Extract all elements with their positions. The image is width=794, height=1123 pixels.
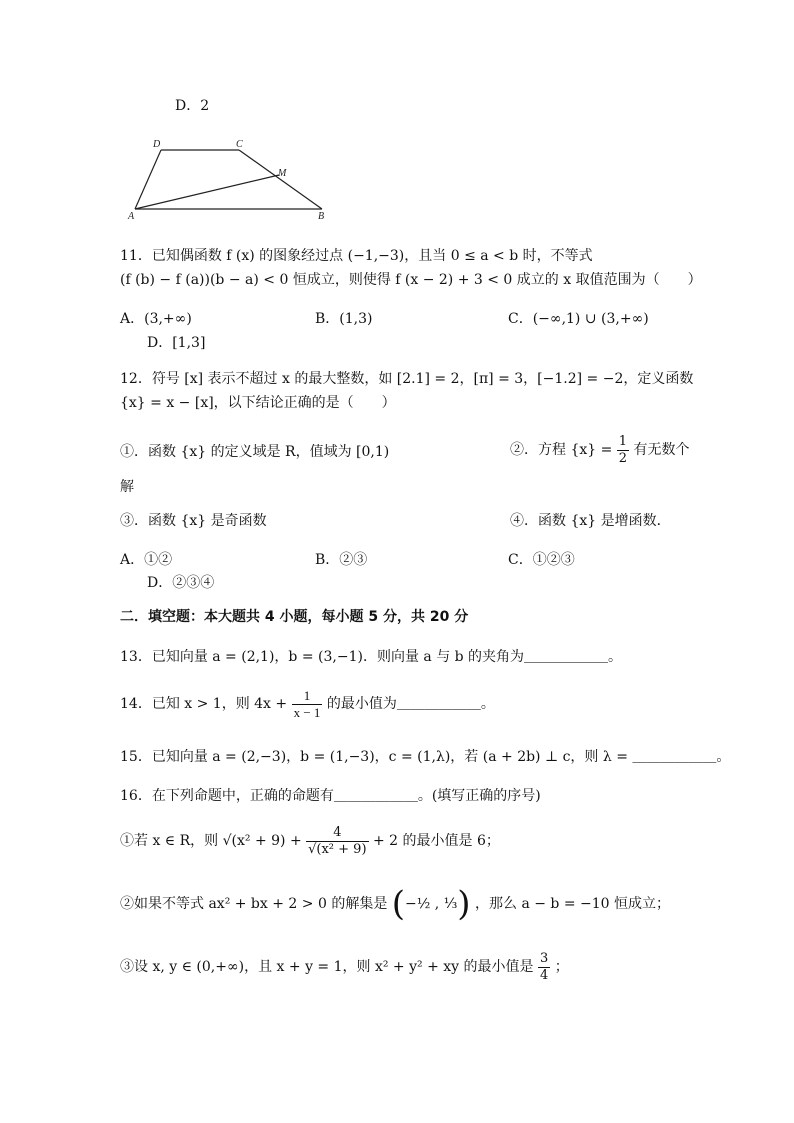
q12-option-d: D．②③④: [147, 575, 215, 591]
q14-post: 的最小值为＿＿＿＿＿＿。: [326, 696, 495, 712]
q16-p3-pre: ③设 x, y ∈ (0,+∞)，且 x + y = 1，则 x² + y² + xy 的最小值是: [120, 959, 534, 975]
q12-s2-fraction: [617, 434, 629, 467]
q12-s2-num: 1: [618, 433, 628, 449]
q16-p1-den: √(x² + 9): [308, 841, 367, 857]
q16-p3-post: ；: [554, 959, 569, 975]
q12-option-a: A．①②: [120, 552, 173, 568]
q11-option-a: A．(3,+∞): [120, 311, 192, 327]
section-2-title: 二．填空题：本大题共 4 小题，每小题 5 分，共 20 分: [120, 609, 469, 625]
q12-statement-3: ③．函数 {x} 是奇函数: [120, 513, 267, 529]
q12-s2-pre: ②．方程 {x} =: [510, 442, 613, 458]
q16-text: 16．在下列命题中，正确的命题有＿＿＿＿＿＿。(填写正确的序号): [120, 788, 541, 804]
q12-stem-line2: {x} = x − [x]，以下结论正确的是（ ）: [120, 395, 396, 411]
q16-p1-pre: ①若 x ∈ R，则 √(x² + 9) +: [120, 833, 302, 849]
q16-p1-num: 4: [306, 825, 368, 842]
q14-fraction: [292, 688, 323, 721]
edge-ad: [135, 150, 161, 209]
q16-p1-post: + 2 的最小值是 6；: [372, 833, 500, 849]
q16-p3-den: 4: [539, 967, 549, 983]
q12-statement-1: ①．函数 {x} 的定义域是 R，值域为 [0,1): [120, 444, 390, 460]
edge-am: [135, 175, 279, 209]
q11-option-c: C．(−∞,1) ∪ (3,+∞): [508, 311, 649, 327]
q16-proposition-1: [120, 822, 500, 860]
q12-statement-2-wrap: 解: [120, 479, 134, 495]
q11-option-d: D．[1,3]: [147, 335, 206, 351]
q16-p1-fraction: [306, 825, 368, 858]
q16-proposition-2: ②如果不等式 ax² + bx + 2 > 0 的解集是 (−½ , ⅓) ，那么 a − b = −10 恒成立；: [120, 884, 671, 924]
q11-option-b: B．(1,3): [315, 311, 373, 327]
q10-option-d: D．2: [175, 98, 210, 114]
q12-option-c: C．①②③: [508, 552, 575, 568]
q14-text: [120, 686, 495, 722]
q12-s2-den: 2: [618, 450, 628, 466]
q16-p2-pre: ②如果不等式 ax² + bx + 2 > 0 的解集是: [120, 896, 388, 912]
q16-p3-num: 3: [539, 950, 549, 966]
label-a: A: [128, 211, 135, 222]
q12-stem-line1: 12．符号 [x] 表示不超过 x 的最大整数，如 [2.1] = 2，[π] = 3，[−1.2] = −2，定义函数: [120, 371, 694, 387]
q14-num: 1: [292, 688, 323, 705]
label-m: M: [278, 168, 287, 179]
q16-p3-fraction: [538, 951, 550, 984]
edge-cb: [239, 150, 322, 209]
q12-statement-2: [510, 432, 690, 468]
q11-stem-line1: 11．已知偶函数 f (x) 的图象经过点 (−1,−3)，且当 0 ≤ a < b 时，不等式: [120, 248, 593, 264]
q16-p2-interval: −½ , ⅓: [405, 896, 458, 912]
trapezoid-figure: [125, 135, 340, 225]
q12-statement-4: ④．函数 {x} 是增函数．: [510, 513, 671, 529]
label-c: C: [236, 139, 243, 150]
q14-den: x − 1: [293, 704, 321, 720]
label-d: D: [153, 139, 161, 150]
q14-pre: 14．已知 x > 1，则 4x +: [120, 696, 288, 712]
q16-proposition-3: [120, 948, 569, 986]
q12-s2-post: 有无数个: [633, 442, 690, 458]
q13-text: 13．已知向量 a = (2,1)，b = (3,−1)．则向量 a 与 b 的夹角为＿＿＿＿＿＿。: [120, 649, 623, 665]
q15-text: 15．已知向量 a = (2,−3)，b = (1,−3)，c = (1,λ)，若 (a + 2b) ⊥ c，则 λ = ＿＿＿＿＿＿。: [120, 749, 731, 765]
label-b: B: [318, 211, 325, 222]
q16-p2-post: ，那么 a − b = −10 恒成立；: [475, 896, 671, 912]
q12-option-b: B．②③: [315, 552, 368, 568]
q11-stem-line2: (f (b) − f (a))(b − a) < 0 恒成立，则使得 f (x − 2) + 3 < 0 成立的 x 取值范围为（ ）: [120, 272, 702, 288]
